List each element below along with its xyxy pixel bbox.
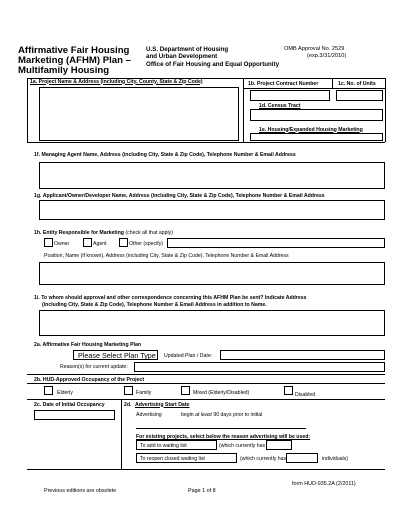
- project-contract-number-field[interactable]: [250, 90, 330, 101]
- label-1f: 1f. Managing Agent Name, Address (including City, State & Zip Code), Telephone Number & Email Address: [34, 152, 296, 158]
- label-2c: 2c. Date of Initial Occupancy: [34, 401, 105, 408]
- omb-number: OMB Approval No. 2529: [284, 46, 345, 52]
- at-least-text: at least: [195, 412, 212, 418]
- label-2d-num: 2d.: [124, 401, 132, 408]
- mixed-label: Mixed (Elderly/Disabled): [193, 390, 250, 396]
- agency-block: [146, 46, 279, 68]
- agency-line3: Office of Fair Housing and Equal Opportunity: [146, 60, 280, 68]
- omb-expiration: (exp.3/31/2010): [307, 53, 347, 59]
- advertising-label: Advertising: [136, 412, 162, 418]
- agency-line2: and Urban Development: [146, 53, 218, 61]
- agent-checkbox[interactable]: [83, 238, 92, 247]
- reopen-waiting-list-label: To reopen closed waiting list: [140, 455, 205, 462]
- reopen-waiting-list-count-field[interactable]: [286, 453, 318, 463]
- housing-market-field[interactable]: [250, 133, 383, 141]
- reasons-label: Reason(s) for current update:: [60, 364, 128, 370]
- label-1d: 1d. Census Tract: [259, 102, 301, 109]
- label-1b: 1b. Project Contract Number: [248, 81, 319, 87]
- other-label: Other (specify): [129, 241, 164, 247]
- correspondence-field[interactable]: [39, 310, 385, 336]
- elderly-label: Elderly: [57, 390, 73, 396]
- label-2a: 2a. Affirmative Fair Housing Marketing Plan: [34, 342, 142, 348]
- add-waiting-list-checkbox[interactable]: [136, 440, 217, 450]
- add-waiting-list-count-field[interactable]: [266, 440, 292, 450]
- updated-plan-date-field[interactable]: [220, 350, 385, 360]
- label-1c: 1c. No. of Units: [338, 81, 376, 87]
- form-title-line1: Affirmative Fair Housing: [18, 45, 130, 56]
- reopen-waiting-list-checkbox[interactable]: [136, 453, 237, 463]
- owner-label: Owner: [54, 241, 70, 247]
- census-tract-field[interactable]: [250, 109, 383, 121]
- label-1g: 1g. Applicant/Owner/Developer Name, Address (including City, State & Zip Code), Telephone Number & Email Address: [34, 193, 325, 199]
- agency-line1: U.S. Department of Housing: [146, 46, 229, 53]
- position-name-label: Position, Name (if known), Address (including City, State & Zip Code), Telephone Number & Email Address: [44, 253, 289, 259]
- initial-occupancy-date-field[interactable]: [34, 410, 115, 420]
- label-2d-title: Advertising Start Date: [134, 401, 190, 408]
- label-1i: [34, 295, 306, 309]
- owner-checkbox[interactable]: [44, 238, 53, 247]
- other-checkbox[interactable]: [119, 238, 128, 247]
- label-1i-line1: 1i. To whom should approval and other correspondence concerning this AFHM Plan be sent? Indicate Address: [34, 295, 307, 301]
- project-name-address-field[interactable]: [39, 87, 239, 141]
- label-2b: 2b. HUD-Approved Occupancy of the Project: [34, 377, 145, 383]
- applicant-owner-field[interactable]: [39, 200, 385, 220]
- label-2d: [124, 402, 189, 408]
- mixed-checkbox[interactable]: [181, 386, 190, 395]
- form-title-line2: Marketing (AFHM) Plan –: [18, 55, 132, 67]
- add-waiting-list-suffix: (which currently has: [219, 443, 266, 449]
- label-1e: 1e. Housing/Expanded Housing Marketing: [259, 126, 363, 133]
- begin-prefix: begin: [181, 412, 196, 418]
- disabled-checkbox[interactable]: [284, 386, 293, 395]
- omb-approval: [284, 46, 346, 60]
- managing-agent-field[interactable]: [39, 162, 385, 189]
- disabled-label: Disabled: [295, 392, 316, 398]
- reasons-update-field[interactable]: [134, 362, 385, 372]
- other-specify-field[interactable]: [167, 238, 385, 248]
- label-1a: 1a. Project Name & Address (including City, County, State & Zip Code): [30, 78, 203, 85]
- label-1h-title: 1h. Entity Responsible for Marketing: [34, 230, 124, 236]
- label-1i-line2: (including City, State & Zip Code), Telephone Number & Email Address in addition to Name.: [42, 302, 267, 308]
- form-title: [18, 46, 131, 77]
- elderly-checkbox[interactable]: [44, 386, 53, 395]
- begin-suffix: 90 days prior to initial: [211, 412, 263, 418]
- plan-type-select[interactable]: [73, 350, 158, 360]
- add-waiting-list-label: To add to waiting list: [140, 442, 187, 449]
- agent-label: Agent: [93, 241, 107, 247]
- family-label: Family: [136, 390, 152, 396]
- form-number: form HUD-935.2A (2/2011): [292, 481, 356, 487]
- label-1h: [34, 230, 173, 236]
- previous-editions: Previous editions are obsolete: [44, 488, 117, 494]
- existing-projects-label: For existing projects, select below the reason advertising will be used:: [136, 434, 311, 440]
- individuals-label: individuals): [322, 456, 348, 462]
- plan-type-value: Please Select Plan Type: [78, 351, 156, 360]
- begin-label: [181, 412, 262, 418]
- form-title-line3: Multifamily Housing: [18, 65, 110, 77]
- updated-plan-label: Updated Plan / Date:: [164, 353, 213, 359]
- number-of-units-field[interactable]: [336, 90, 383, 101]
- position-name-field[interactable]: [39, 262, 385, 285]
- label-1h-note: (check all that apply): [125, 230, 173, 236]
- family-checkbox[interactable]: [124, 386, 133, 395]
- reopen-waiting-list-suffix: (which currently has: [240, 456, 287, 462]
- advertising-start-line[interactable]: [136, 428, 306, 429]
- page-number: Page 1 of 8: [188, 488, 216, 494]
